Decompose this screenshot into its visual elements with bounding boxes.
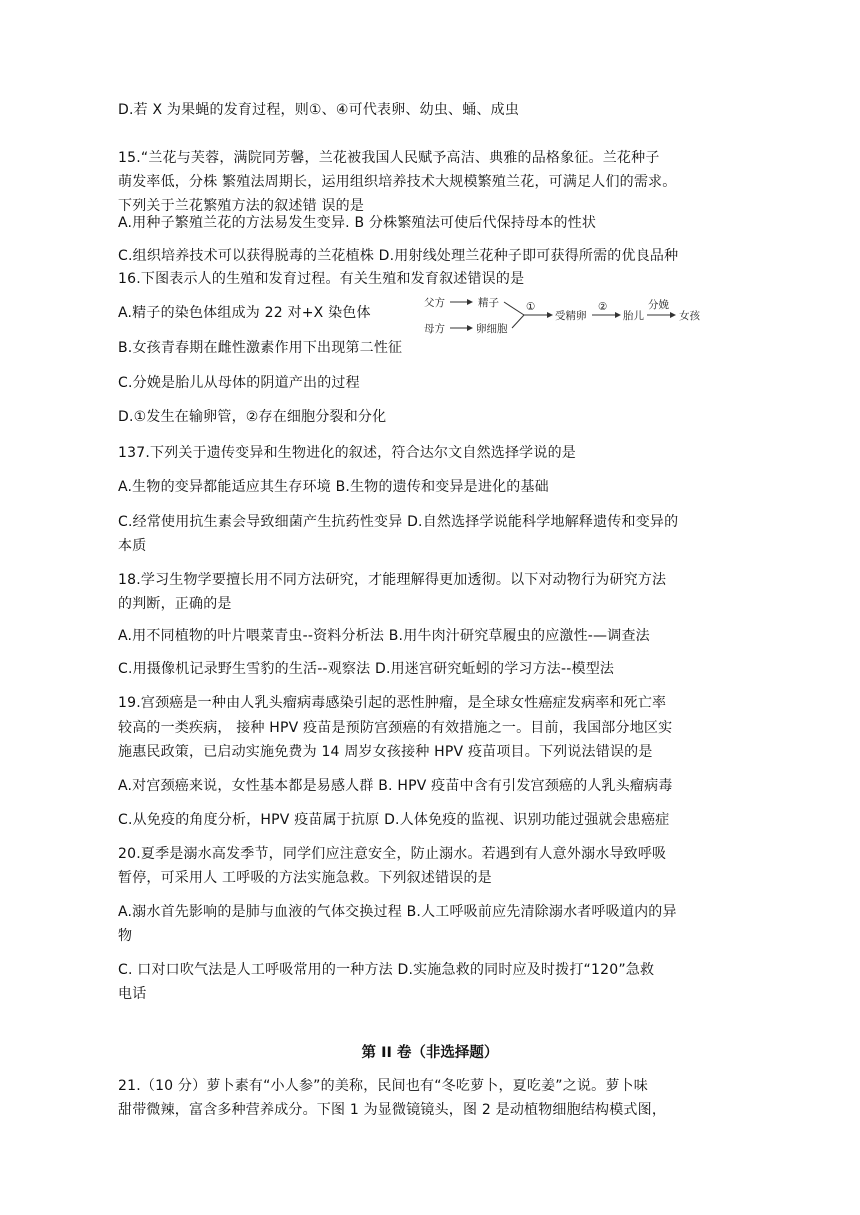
q18-options-cd: C.用摄像机记录野生雪豹的生活--观察法 D.用迷宫研究蚯蚓的学习方法--模型法 [118,661,615,677]
q19-options-ab: A.对宫颈癌来说，女性基本都是易感人群 B. HPV 疫苗中含有引发宫颈癌的人乳头瘤病毒 [118,778,673,794]
q15-options-ab: A.用种子繁殖兰花的方法易发生变异. B 分株繁殖法可使后代保持母本的性状 [118,215,597,231]
q17-options-ab: A.生物的变异都能适应其生存环境 B.生物的遗传和变异是进化的基础 [118,479,549,495]
q16-option-c: C.分娩是胎儿从母体的阴道产出的过程 [118,375,360,391]
q21-stem-line1: 21.（10 分）萝卜素有“小人参”的美称，民间也有“冬吃萝卜，夏吃姜”之说。萝卜味 [118,1078,648,1094]
q15-stem-line3: 下列关于兰花繁殖方法的叙述错 误的是 [118,198,365,214]
q20-stem-line2: 暂停，可采用人 工呼吸的方法实施急救。下列叙述错误的是 [118,870,492,886]
q20-options-cd-cont: 电话 [118,986,147,1002]
q19-stem-line2: 较高的一类疾病， 接种 HPV 疫苗是预防宫颈癌的有效措施之一。目前，我国部分地区实 [118,720,673,736]
q19-stem-line1: 19.宫颈癌是一种由人乳头瘤病毒感染引起的恶性肿瘤，是全球女性癌症发病率和死亡率 [118,695,667,711]
q20-options-ab: A.溺水首先影响的是肺与血液的气体交换过程 B.人工呼吸前应先清除溺水者呼吸道内的异 [118,904,677,920]
q16-option-a: A.精子的染色体组成为 22 对+X 染色体 [118,305,371,321]
q20-stem-line1: 20.夏季是溺水高发季节，同学们应注意安全，防止溺水。若遇到有人意外溺水导致呼吸 [118,846,667,862]
diagram-father-label: 父方 [424,297,445,309]
diagram-zygote-label: 受精卵 [555,310,587,322]
reproduction-diagram [420,292,730,342]
q21-stem-line2: 甜带微辣，富含多种营养成分。下图 1 为显微镜镜头，图 2 是动植物细胞结构模式图， [118,1102,667,1118]
q17-stem: 137.下列关于遗传变异和生物进化的叙述，符合达尔文自然选择学说的是 [118,445,576,461]
diagram-sperm-label: 精子 [478,297,499,309]
q16-stem: 16.下图表示人的生殖和发育过程。有关生殖和发育叙述错误的是 [118,271,525,287]
q15-stem-line2: 萌发率低，分株 繁殖法周期长，运用组织培养技术大规模繁殖兰花，可满足人们的需求。 [118,174,677,190]
q20-options-ab-cont: 物 [118,928,133,944]
q19-options-cd: C.从免疫的角度分析，HPV 疫苗属于抗原 D.人体免疫的监视、识别功能过强就会患癌症 [118,812,670,828]
q15-options-cd: C.组织培养技术可以获得脱毒的兰花植株 D.用射线处理兰花种子即可获得所需的优良品种 [118,248,679,264]
q18-stem-line1: 18.学习生物学要擅长用不同方法研究，才能理解得更加透彻。以下对动物行为研究方法 [118,572,667,588]
q14-option-d: D.若 X 为果蝇的发育过程，则①、④可代表卵、幼虫、蛹、成虫 [118,102,520,118]
q17-options-cd: C.经常使用抗生素会导致细菌产生抗药性变异 D.自然选择学说能科学地解释遗传和变异的 [118,514,679,530]
arrow-egg-join [512,315,524,328]
diagram-step1: ① [526,301,536,313]
diagram-step2: ② [598,301,608,313]
q16-option-b: B.女孩青春期在雌性激素作用下出现第二性征 [118,340,403,356]
q19-stem-line3: 施惠民政策，已启动实施免费为 14 周岁女孩接种 HPV 疫苗项目。下列说法错误的是 [118,744,653,760]
diagram-birth-label: 分娩 [648,299,669,311]
diagram-girl-label: 女孩 [679,310,700,322]
q16-option-d: D.①发生在输卵管，②存在细胞分裂和分化 [118,409,387,425]
q18-stem-line2: 的判断，正确的是 [118,596,232,612]
q20-options-cd: C. 口对口吹气法是人工呼吸常用的一种方法 D.实施急救的同时应及时拨打“120”急救 [118,962,655,978]
q15-stem-line1: 15.“兰花与芙蓉，满院同芳馨，兰花被我国人民赋予高洁、典雅的品格象征。兰花种子 [118,150,660,166]
q18-options-ab: A.用不同植物的叶片喂菜青虫--资料分析法 B.用牛肉汁研究草履虫的应激性-—调查法 [118,628,650,644]
arrow-sperm-join [504,302,524,315]
q17-options-cd-cont: 本质 [118,538,147,554]
diagram-fetus-label: 胎儿 [623,310,644,322]
diagram-mother-label: 母方 [424,323,445,335]
section-title: 第 II 卷（非选择题） [361,1045,499,1061]
diagram-egg-label: 卵细胞 [476,323,508,335]
